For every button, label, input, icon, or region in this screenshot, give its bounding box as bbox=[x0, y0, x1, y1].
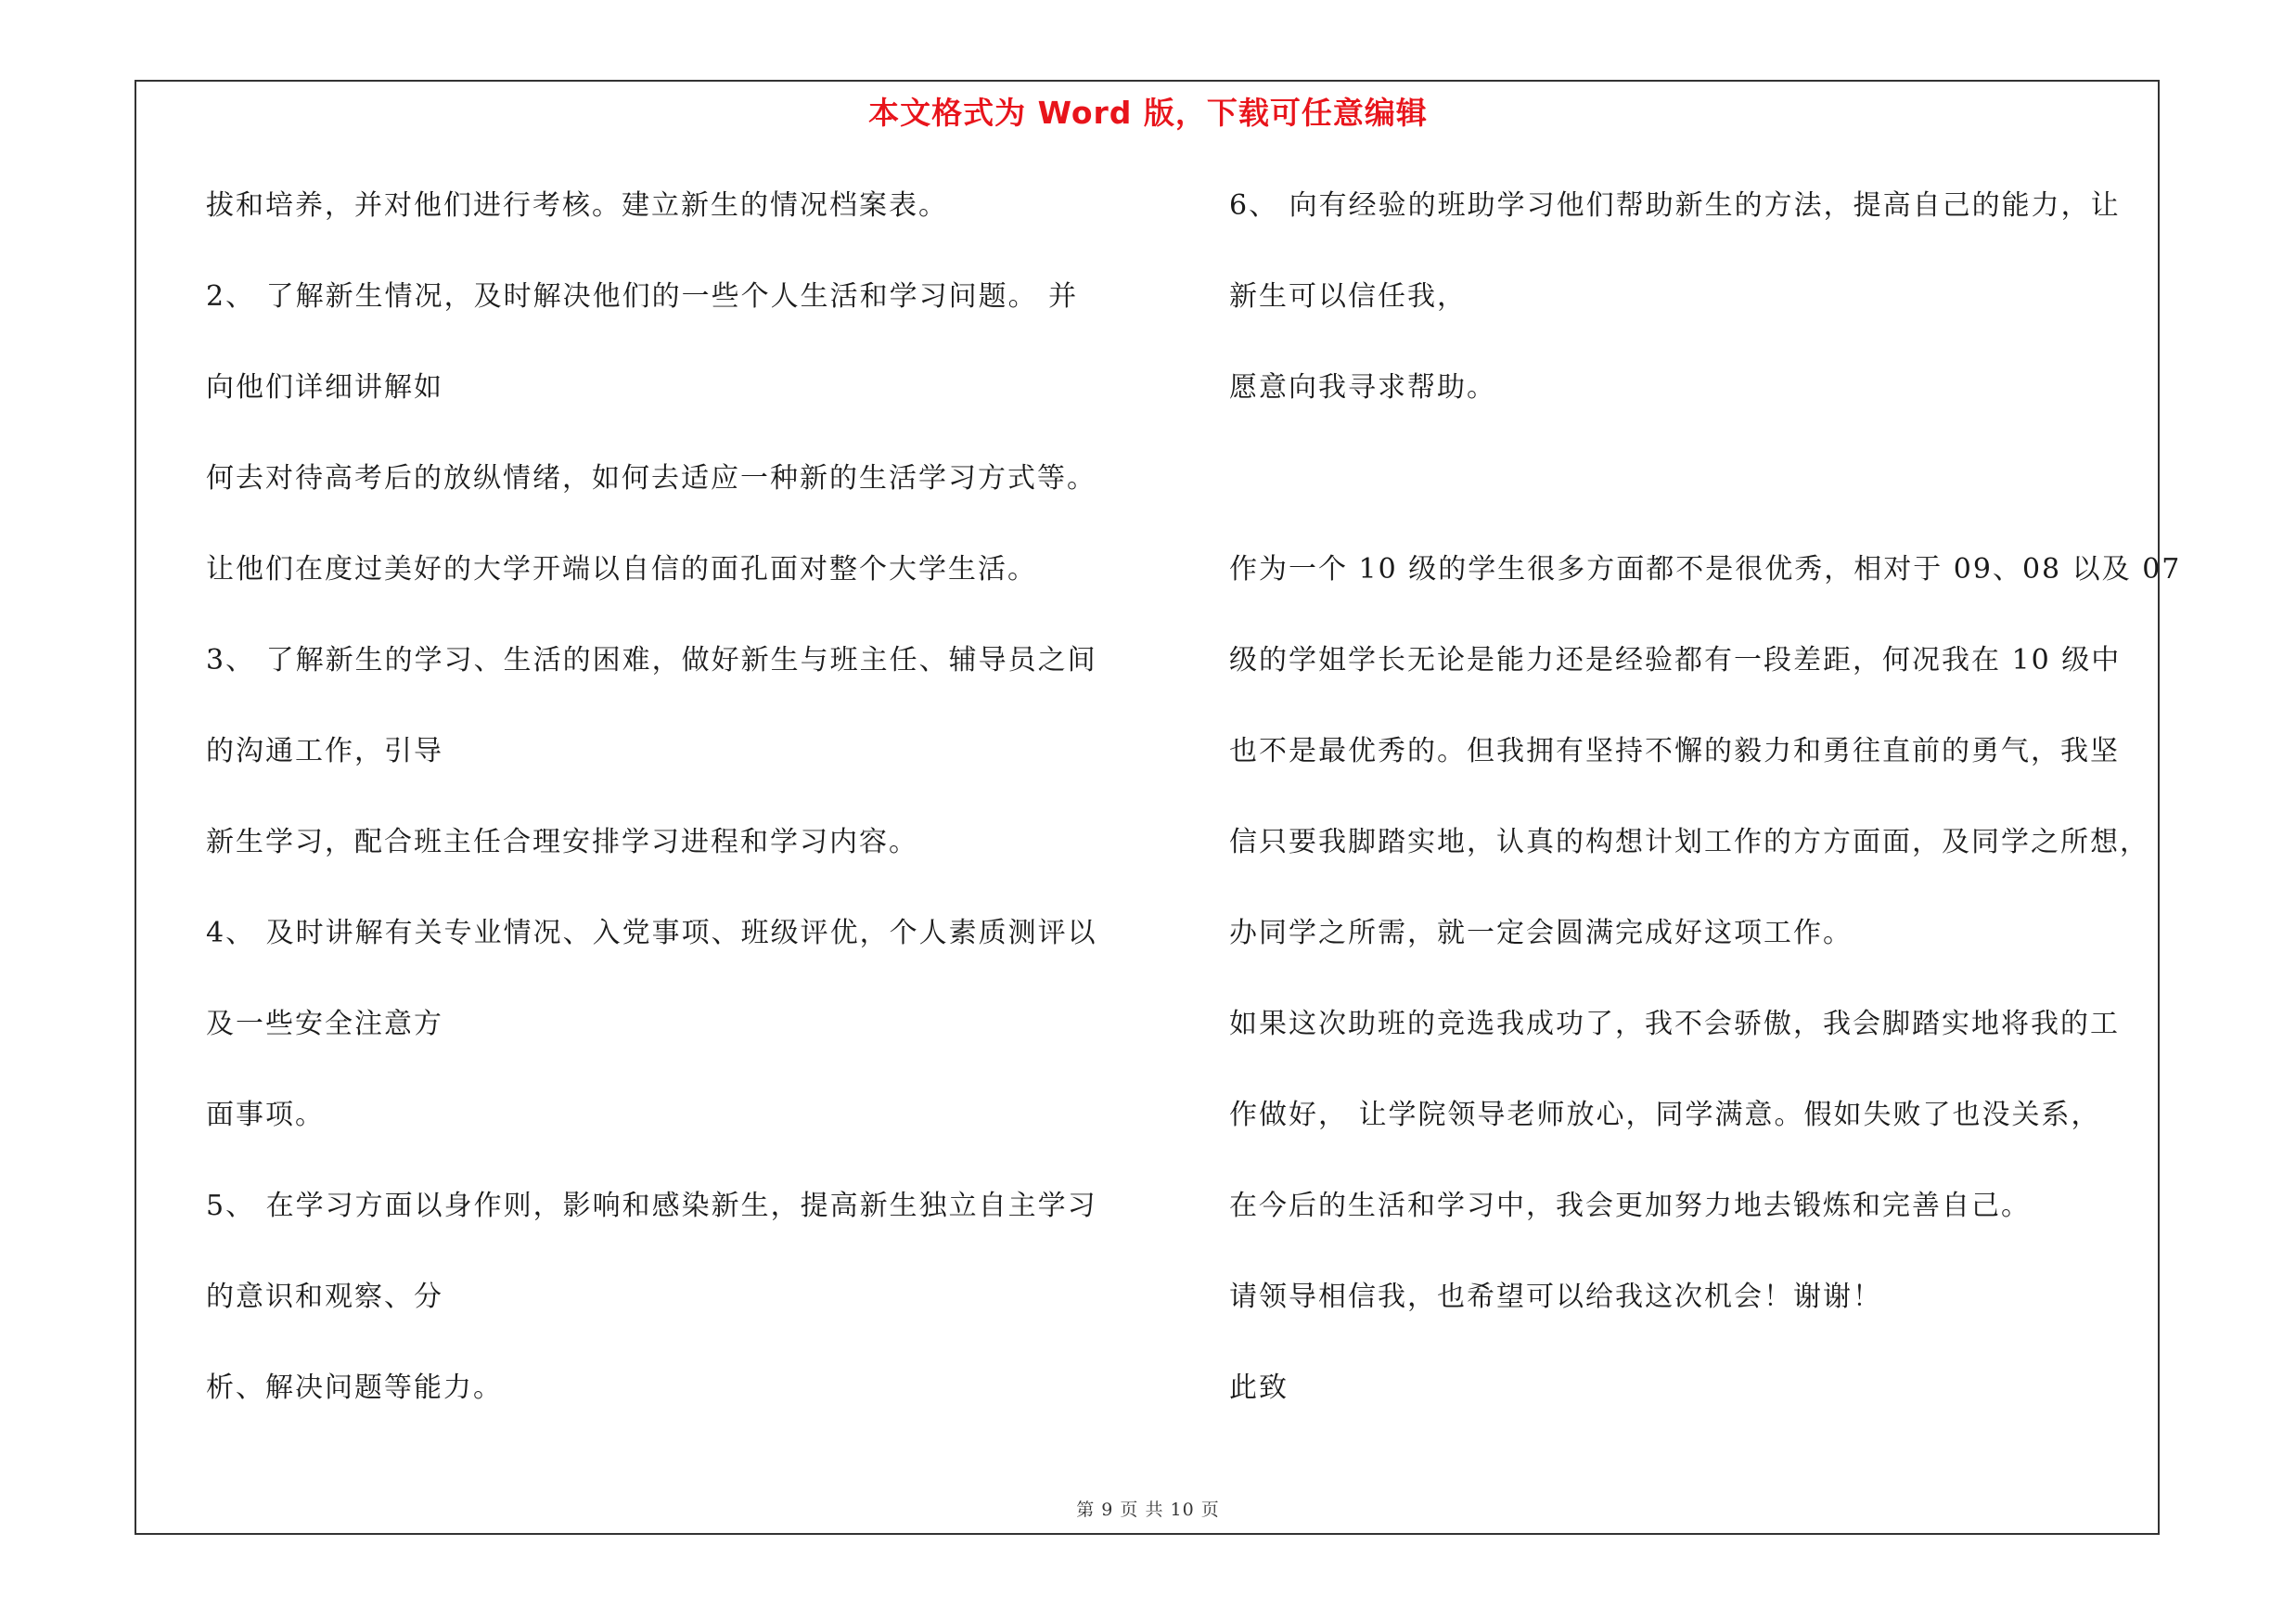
text-line: 的意识和观察、分 bbox=[206, 1281, 443, 1313]
text-line: 及一些安全注意方 bbox=[206, 1008, 443, 1040]
text-line: 6、 向有经验的班助学习他们帮助新生的方法，提高自己的能力，让 bbox=[1229, 189, 2121, 222]
text-line: 级的学姐学长无论是能力还是经验都有一段差距，何况我在 10 级中 bbox=[1229, 644, 2122, 676]
page-number-footer: 第 9 页 共 10 页 bbox=[1076, 1500, 1220, 1520]
text-line: 3、 了解新生的学习、生活的困难，做好新生与班主任、辅导员之间 bbox=[206, 644, 1097, 676]
text-line: 新生可以信任我， bbox=[1229, 280, 1467, 313]
text-line: 面事项。 bbox=[206, 1099, 325, 1131]
text-line: 析、解决问题等能力。 bbox=[206, 1372, 503, 1404]
text-line: 在今后的生活和学习中，我会更加努力地去锻炼和完善自己。 bbox=[1229, 1190, 2031, 1222]
text-line: 拔和培养，并对他们进行考核。建立新生的情况档案表。 bbox=[206, 189, 948, 222]
text-line: 向他们详细讲解如 bbox=[206, 371, 443, 404]
text-line: 作为一个 10 级的学生很多方面都不是很优秀，相对于 09、08 以及 07 bbox=[1229, 553, 2182, 586]
text-line: 也不是最优秀的。但我拥有坚持不懈的毅力和勇往直前的勇气，我坚 bbox=[1229, 735, 2120, 767]
text-line: 如果这次助班的竞选我成功了，我不会骄傲，我会脚踏实地将我的工 bbox=[1229, 1008, 2120, 1040]
text-line: 此致 bbox=[1229, 1372, 1289, 1404]
text-line: 的沟通工作，引导 bbox=[206, 735, 443, 767]
text-line: 愿意向我寻求帮助。 bbox=[1229, 371, 1496, 404]
text-line: 5、 在学习方面以身作则，影响和感染新生，提高新生独立自主学习 bbox=[206, 1190, 1097, 1222]
text-line: 让他们在度过美好的大学开端以自信的面孔面对整个大学生活。 bbox=[206, 553, 1037, 586]
text-line: 新生学习，配合班主任合理安排学习进程和学习内容。 bbox=[206, 826, 918, 858]
text-line: 何去对待高考后的放纵情绪，如何去适应一种新的生活学习方式等。 bbox=[206, 462, 1097, 495]
text-line: 作做好， 让学院领导老师放心，同学满意。假如失败了也没关系， bbox=[1229, 1099, 2101, 1131]
text-line: 4、 及时讲解有关专业情况、入党事项、班级评优，个人素质测评以 bbox=[206, 917, 1097, 949]
format-notice-banner: 本文格式为 Word 版，下载可任意编辑 bbox=[868, 95, 1428, 131]
text-line: 信只要我脚踏实地，认真的构想计划工作的方方面面，及同学之所想， bbox=[1229, 826, 2149, 858]
text-line: 2、 了解新生情况，及时解决他们的一些个人生活和学习问题。 并 bbox=[206, 280, 1079, 313]
text-line: 办同学之所需，就一定会圆满完成好这项工作。 bbox=[1229, 917, 1853, 949]
text-line: 请领导相信我，也希望可以给我这次机会！谢谢！ bbox=[1229, 1281, 1882, 1313]
